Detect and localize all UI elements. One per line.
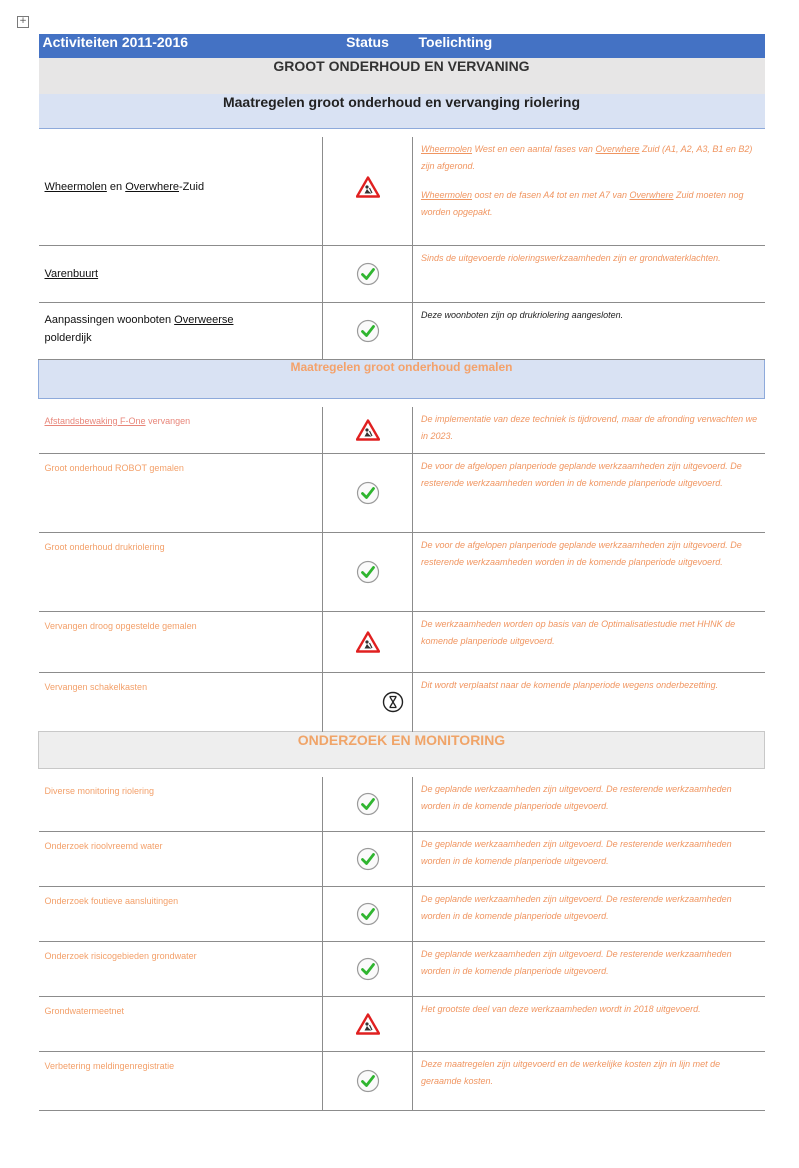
activity-cell [39,245,323,302]
explanation-cell [413,777,765,832]
activity-text: Groot onderhoud drukriolering [44,541,165,552]
activity-text: Groot onderhoud ROBOT gemalen [44,462,184,473]
check-icon [356,1069,380,1093]
activity-text: Varenbuurt [44,267,99,280]
explanation-text: Sinds de uitgevoerde rioleringswerkzaamheden zijn er grondwaterklachten. [421,252,721,263]
subsection-riolering-row [39,94,765,129]
section-main-title: GROOT ONDERHOUD EN VERVANING [39,58,765,94]
activities-table [38,34,765,1111]
activity-text: Overwhere [125,181,180,193]
status-cell [323,453,413,532]
explanation-cell [413,941,765,996]
header-row [39,34,765,58]
check-icon [356,792,380,816]
activity-text: Wheermolen [44,181,107,193]
section-main-row [39,58,765,94]
header-activity: Activiteiten 2011-2016 [39,34,323,58]
activity-text: Diverse monitoring riolering [44,785,155,796]
explanation-cell [413,886,765,941]
check-icon [356,262,380,286]
explanation-text: De geplande werkzaamheden zijn uitgevoerd. De resterende werkzaamheden worden in de komende planperiode uitgevoerd. [421,893,732,921]
warning-icon [356,1013,380,1035]
explanation-cell [413,672,765,731]
status-cell [323,777,413,832]
activity-text: Grondwatermeetnet [44,1005,125,1016]
table-row [39,137,765,245]
status-cell [323,996,413,1051]
explanation-text: De geplande werkzaamheden zijn uitgevoerd. De resterende werkzaamheden worden in de komende planperiode uitgevoerd. [421,948,732,976]
explanation-text: De geplande werkzaamheden zijn uitgevoerd. De resterende werkzaamheden worden in de komende planperiode uitgevoerd. [421,838,732,866]
table-move-handle[interactable]: + [17,16,29,28]
status-cell [323,302,413,359]
explanation-cell [413,453,765,532]
explanation-cell [413,407,765,454]
explanation-cell [413,137,765,245]
explanation-cell [413,1051,765,1110]
header-explanation: Toelichting [413,34,765,58]
table-row [39,941,765,996]
activity-cell [39,407,323,454]
activity-text: en [106,181,126,193]
status-cell [323,532,413,611]
explanation-cell [413,996,765,1051]
activity-cell [39,886,323,941]
activity-cell [39,1051,323,1110]
table-row [39,302,765,359]
table-row [39,1051,765,1110]
hourglass-icon [382,691,404,713]
table-row [39,996,765,1051]
table-row [39,672,765,731]
status-cell [323,886,413,941]
check-icon [356,319,380,343]
explanation-text: De geplande werkzaamheden zijn uitgevoerd. De resterende werkzaamheden worden in de komende planperiode uitgevoerd. [421,783,732,811]
table-row [39,831,765,886]
activity-cell [39,611,323,672]
subsection-riolering-title: Maatregelen groot onderhoud en vervanging riolering [39,94,765,129]
activity-cell [39,532,323,611]
table-row [39,532,765,611]
activity-cell [39,302,323,359]
status-cell [323,672,413,731]
activity-text: Onderzoek risicogebieden grondwater [44,950,197,961]
check-icon [356,902,380,926]
explanation-text: Wheermolen West en een aantal fases van Overwhere Zuid (A1, A2, A3, B1 en B2) zijn afgerond. Wheermolen oost en de fasen A4 tot en met A7 van Overwhere Zuid moeten nog worden opgepakt. [421,144,753,217]
status-cell [323,1051,413,1110]
activity-cell [39,831,323,886]
explanation-text: De werkzaamheden worden op basis van de Optimalisatiestudie met HHNK de komende planperiode uitgevoerd. [421,618,736,646]
activity-text: Afstandsbewaking F-One vervangen [44,415,191,426]
explanation-text: De voor de afgelopen planperiode geplande werkzaamheden zijn uitgevoerd. De resterende werkzaamheden worden in de komende planperiode uitgevoerd. [421,539,742,567]
explanation-text: Deze maatregelen zijn uitgevoerd en de werkelijke kosten zijn in lijn met de geraamde kosten. [421,1058,721,1086]
status-cell [323,831,413,886]
activity-cell [39,672,323,731]
subsection-gemalen-title: Maatregelen groot onderhoud gemalen [39,359,765,398]
table-row [39,611,765,672]
warning-icon [356,631,380,653]
activity-cell [39,941,323,996]
header-status: Status [323,34,413,58]
table-row [39,777,765,832]
explanation-cell [413,302,765,359]
check-icon [356,847,380,871]
table-row [39,453,765,532]
table-row [39,245,765,302]
activity-cell [39,777,323,832]
activity-cell [39,137,323,245]
activity-cell [39,996,323,1051]
status-cell [323,137,413,245]
activity-text: Onderzoek rioolvreemd water [44,840,163,851]
activity-text: -Zuid [179,181,205,193]
explanation-text: De implementatie van deze techniek is tijdrovend, maar de afronding verwachten we in 2023. [421,413,758,441]
explanation-text: Het grootste deel van deze werkzaamheden wordt in 2018 uitgevoerd. [421,1003,701,1014]
status-cell [323,941,413,996]
activity-text: Aanpassingen woonboten Overweerse polderdijk [44,313,234,344]
check-icon [356,957,380,981]
check-icon [356,481,380,505]
activity-text: Vervangen schakelkasten [44,681,148,692]
subsection-gemalen-row [39,359,765,398]
section-onderzoek-row [39,731,765,768]
warning-icon [356,176,380,198]
explanation-cell [413,532,765,611]
explanation-text: Dit wordt verplaatst naar de komende planperiode wegens onderbezetting. [421,679,719,690]
status-cell [323,245,413,302]
explanation-text: Deze woonboten zijn op drukriolering aangesloten. [421,309,624,320]
status-cell [323,407,413,454]
status-cell [323,611,413,672]
warning-icon [356,419,380,441]
check-icon [356,560,380,584]
table-row [39,407,765,454]
activity-cell [39,453,323,532]
explanation-cell [413,831,765,886]
explanation-text: De voor de afgelopen planperiode geplande werkzaamheden zijn uitgevoerd. De resterende werkzaamheden worden in de komende planperiode uitgevoerd. [421,460,742,488]
activity-text: Verbetering meldingenregistratie [44,1060,175,1071]
explanation-cell [413,611,765,672]
section-onderzoek-title: ONDERZOEK EN MONITORING [39,731,765,768]
table-row [39,886,765,941]
activity-text: Vervangen droog opgestelde gemalen [44,620,197,631]
explanation-cell [413,245,765,302]
activity-text: Onderzoek foutieve aansluitingen [44,895,179,906]
